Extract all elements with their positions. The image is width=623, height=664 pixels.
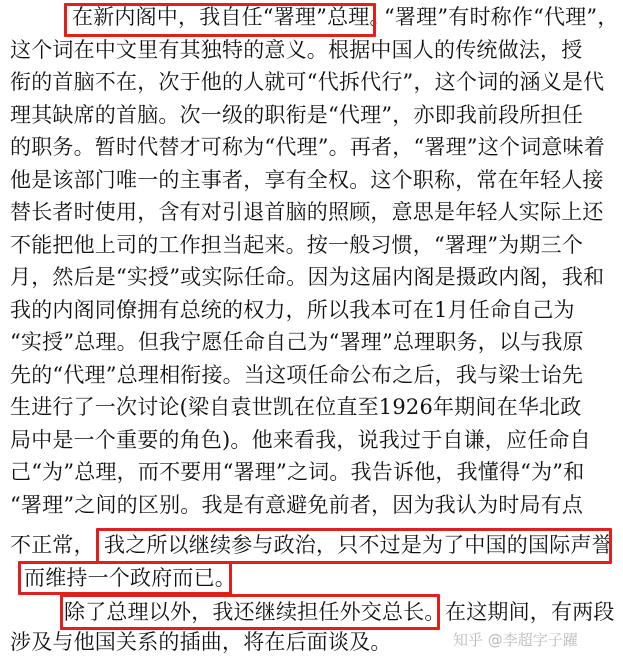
- text-segment: “署理”之间的区别。我是有意避免前者，因为我认为时局有点: [10, 493, 584, 517]
- text-line: [0, 530, 623, 560]
- text-line: [0, 425, 623, 455]
- text-line: [0, 295, 623, 325]
- text-line: [0, 457, 623, 487]
- text-line: [0, 132, 623, 162]
- highlighted-text: 除了总理以外，我还继续担任外交总长。: [64, 600, 446, 624]
- text-line: [0, 563, 623, 593]
- text-segment: 生进行了一次讨论(梁自袁世凯在位直至1926年期间在华北政: [10, 395, 582, 419]
- text-line: [0, 165, 623, 195]
- highlighted-text: 在新内阁中，我自任“署理”总理。: [72, 5, 391, 29]
- text-segment: 先的“代理”总理相衔接。当这项任命公布之后，我与梁士诒先: [10, 363, 584, 387]
- text-segment: 这个词在中文里有其独特的意义。根据中国人的传统做法，授: [10, 38, 583, 62]
- text-segment: “署理”有时称作“代理”，: [384, 5, 619, 29]
- text-line: [0, 100, 623, 130]
- text-line: [0, 35, 623, 65]
- text-segment: “实授”总理。但我宁愿任命自己为“署理”总理职务，以与我原: [10, 330, 584, 354]
- text-line: [0, 2, 623, 32]
- text-segment: 月，然后是“实授”或实际任命。因为这届内阁是摄政内阁，我和: [10, 265, 605, 289]
- text-line: [0, 197, 623, 227]
- text-segment: 衔的首脑不在，次于他的人就可“代拆代行”，这个词的涵义是代: [10, 70, 605, 94]
- text-segment: 我的内阁同僚拥有总统的权力，所以我本可在1月任命自己为: [10, 298, 575, 322]
- text-line: [0, 327, 623, 357]
- text-line: [0, 392, 623, 422]
- zhihu-watermark: 知乎 @李超字子躍: [453, 631, 578, 649]
- highlighted-text: 我之所以继续参与政治，只不过是为了中国的国际声誉: [104, 533, 613, 557]
- text-line: [0, 597, 623, 627]
- text-segment: 不能把他上司的工作担当起来。按一般习惯，“署理”为期三个: [10, 233, 584, 257]
- text-segment: 局中是一个重要的角色)。他来看我，说我过于自谦，应任命自: [10, 428, 591, 452]
- text-segment: 涉及与他国关系的插曲，将在后面谈及。: [10, 630, 392, 654]
- text-segment: 的职务。暂时代替才可称为“代理”。再者，“署理”这个词意味着: [10, 135, 605, 159]
- highlighted-text: 而维持一个政府而已。: [24, 566, 236, 590]
- text-segment: 在这期间，有两段: [445, 600, 615, 624]
- text-segment: 理其缺席的首脑。次一级的职衔是“代理”，亦即我前段所担任: [10, 103, 584, 127]
- text-segment: 己“为”总理，而不要用“署理”之词。我告诉他，我懂得“为”和: [10, 460, 585, 484]
- text-segment: 他是该部门唯一的主事者，享有全权。这个职称，常在年轻人接: [10, 168, 604, 192]
- text-line: [0, 67, 623, 97]
- text-line: [0, 360, 623, 390]
- text-line: [0, 490, 623, 520]
- text-line: [0, 262, 623, 292]
- text-line: [0, 230, 623, 260]
- text-segment: 替长者时使用，含有对引退首脑的照顾，意思是年轻人实际上还: [10, 200, 604, 224]
- text-segment: 不正常，: [10, 533, 95, 557]
